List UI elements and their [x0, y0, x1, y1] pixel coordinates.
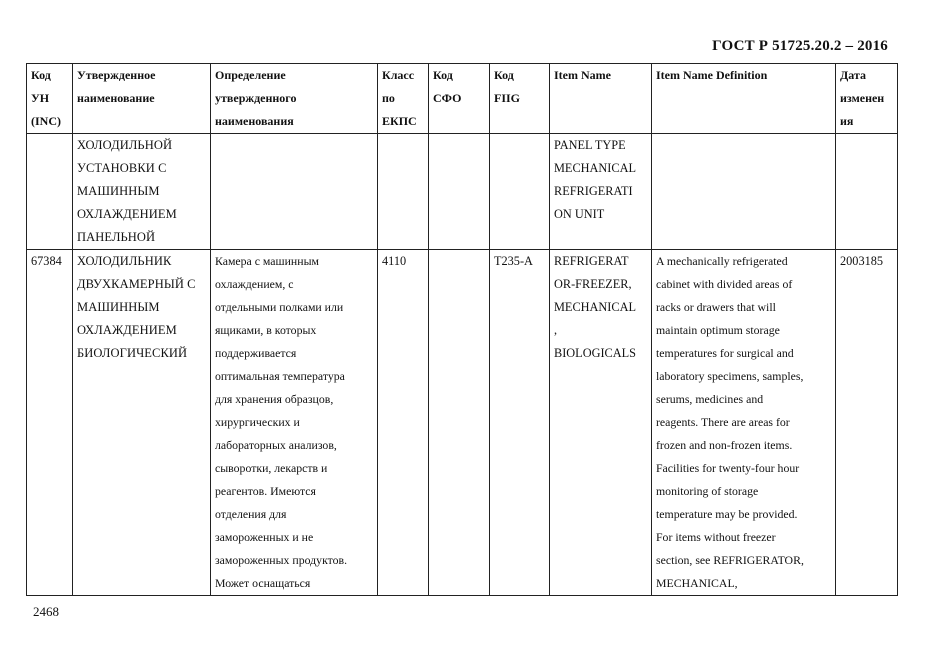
- cell-text-line: ДВУХКАМЕРНЫЙ С: [77, 277, 196, 291]
- col-header-line: Код: [31, 68, 51, 82]
- cell-text-line: REFRIGERAT: [554, 254, 629, 268]
- col-header-definition: [211, 64, 378, 134]
- col-header-line: изменен: [840, 91, 885, 105]
- cell-text-line: temperature may be provided.: [656, 507, 798, 521]
- cell-text-line: ,: [554, 323, 558, 337]
- col-header-line: наименование: [77, 91, 155, 105]
- cell-text-line: Может оснащаться: [215, 576, 311, 590]
- cell-text-line: temperatures for surgical and: [656, 346, 794, 360]
- cell-text-line: отдельными полками или: [215, 300, 344, 314]
- col-header-line: по: [382, 91, 395, 105]
- col-header-line: утвержденного: [215, 91, 297, 105]
- col-header-line: (INC): [31, 114, 61, 128]
- cell-item-name-definition: [652, 134, 836, 250]
- cell-fiig-code: [490, 134, 550, 250]
- cell-text-line: MECHANICAL,: [656, 576, 738, 590]
- cell-text-line: МАШИННЫМ: [77, 184, 160, 198]
- col-header-line: Дата: [840, 68, 866, 82]
- cell-ekps-class: [378, 134, 429, 250]
- col-header-line: Код: [433, 68, 453, 82]
- cell-fiig-code: T235-A: [490, 250, 550, 596]
- cell-text-line: OR-FREEZER,: [554, 277, 632, 291]
- cell-text-line: ХОЛОДИЛЬНОЙ: [77, 138, 173, 152]
- cell-text-line: section, see REFRIGERATOR,: [656, 553, 804, 567]
- cell-inc-code: 67384: [27, 250, 73, 596]
- cell-text-line: БИОЛОГИЧЕСКИЙ: [77, 346, 188, 360]
- cell-text-line: лабораторных анализов,: [215, 438, 337, 452]
- cell-text-line: реагентов. Имеются: [215, 484, 316, 498]
- cell-text-line: ОХЛАЖДЕНИЕМ: [77, 207, 177, 221]
- col-header-line: FIIG: [494, 91, 521, 105]
- col-header-item-name-definition: [652, 64, 836, 134]
- cell-text-line: frozen and non-frozen items.: [656, 438, 793, 452]
- col-header-line: УН: [31, 91, 50, 105]
- cell-text-line: отделения для: [215, 507, 287, 521]
- cell-text-line: УСТАНОВКИ С: [77, 161, 167, 175]
- cell-text-line: оптимальная температура: [215, 369, 345, 383]
- col-header-item-name: [550, 64, 652, 134]
- cell-sfo-code: [429, 134, 490, 250]
- cell-ekps-class: 4110: [378, 250, 429, 596]
- cell-text-line: ОХЛАЖДЕНИЕМ: [77, 323, 177, 337]
- cell-change-date: 2003185: [836, 250, 898, 596]
- col-header-fiig-code: [490, 64, 550, 134]
- cell-text-line: maintain optimum storage: [656, 323, 780, 337]
- col-header-line: наименования: [215, 114, 294, 128]
- cell-text-line: MECHANICAL: [554, 161, 636, 175]
- col-header-line: Код: [494, 68, 514, 82]
- cell-text-line: поддерживается: [215, 346, 297, 360]
- cell-text-line: reagents. There are areas for: [656, 415, 790, 429]
- col-header-line: СФО: [433, 91, 462, 105]
- cell-inc-code: [27, 134, 73, 250]
- col-header-line: ЕКПС: [382, 114, 417, 128]
- cell-text-line: охлаждением, с: [215, 277, 294, 291]
- cell-text-line: ящиками, в которых: [215, 323, 317, 337]
- cell-text-line: Камера с машинным: [215, 254, 319, 268]
- col-header-sfo-code: [429, 64, 490, 134]
- cell-text-line: laboratory specimens, samples,: [656, 369, 804, 383]
- cell-text-line: сыворотки, лекарств и: [215, 461, 328, 475]
- table-row: [27, 134, 898, 250]
- col-header-ekps-class: [378, 64, 429, 134]
- cell-text-line: racks or drawers that will: [656, 300, 776, 314]
- cell-item-name: [550, 134, 652, 250]
- col-header-line: Утвержденное: [77, 68, 156, 82]
- catalog-table: [26, 63, 898, 596]
- cell-text-line: A mechanically refrigerated: [656, 254, 788, 268]
- cell-text-line: замороженных и не: [215, 530, 314, 544]
- cell-text-line: ПАНЕЛЬНОЙ: [77, 230, 156, 244]
- cell-sfo-code: [429, 250, 490, 596]
- cell-text-line: Facilities for twenty-four hour: [656, 461, 800, 475]
- cell-text-line: REFRIGERATI: [554, 184, 633, 198]
- cell-text-line: cabinet with divided areas of: [656, 277, 793, 291]
- table-row: [27, 250, 898, 596]
- cell-text-line: хирургических и: [215, 415, 300, 429]
- cell-change-date: [836, 134, 898, 250]
- cell-item-name: [550, 250, 652, 596]
- col-header-line: ия: [840, 114, 854, 128]
- cell-text-line: для хранения образцов,: [215, 392, 334, 406]
- cell-text-line: PANEL TYPE: [554, 138, 626, 152]
- col-header-change-date: [836, 64, 898, 134]
- col-header-line: Item Name: [554, 68, 611, 82]
- col-header-line: Определение: [215, 68, 286, 82]
- cell-text-line: monitoring of storage: [656, 484, 759, 498]
- cell-text-line: ХОЛОДИЛЬНИК: [77, 254, 172, 268]
- cell-definition: [211, 134, 378, 250]
- page-number: 2468: [33, 604, 59, 619]
- cell-approved-name: [73, 250, 211, 596]
- col-header-inc: [27, 64, 73, 134]
- cell-item-name-definition: [652, 250, 836, 596]
- cell-text-line: замороженных продуктов.: [215, 553, 348, 567]
- cell-text-line: ON UNIT: [554, 207, 605, 221]
- col-header-approved-name: [73, 64, 211, 134]
- cell-text-line: MECHANICAL: [554, 300, 636, 314]
- cell-text-line: BIOLOGICALS: [554, 346, 636, 360]
- cell-approved-name: [73, 134, 211, 250]
- table-header-row: [27, 64, 898, 134]
- col-header-line: Item Name Definition: [656, 68, 768, 82]
- document-standard-header: ГОСТ Р 51725.20.2 – 2016: [712, 38, 888, 54]
- cell-text-line: serums, medicines and: [656, 392, 764, 406]
- cell-text-line: For items without freezer: [656, 530, 776, 544]
- col-header-line: Класс: [382, 68, 415, 82]
- cell-definition: [211, 250, 378, 596]
- cell-text-line: МАШИННЫМ: [77, 300, 160, 314]
